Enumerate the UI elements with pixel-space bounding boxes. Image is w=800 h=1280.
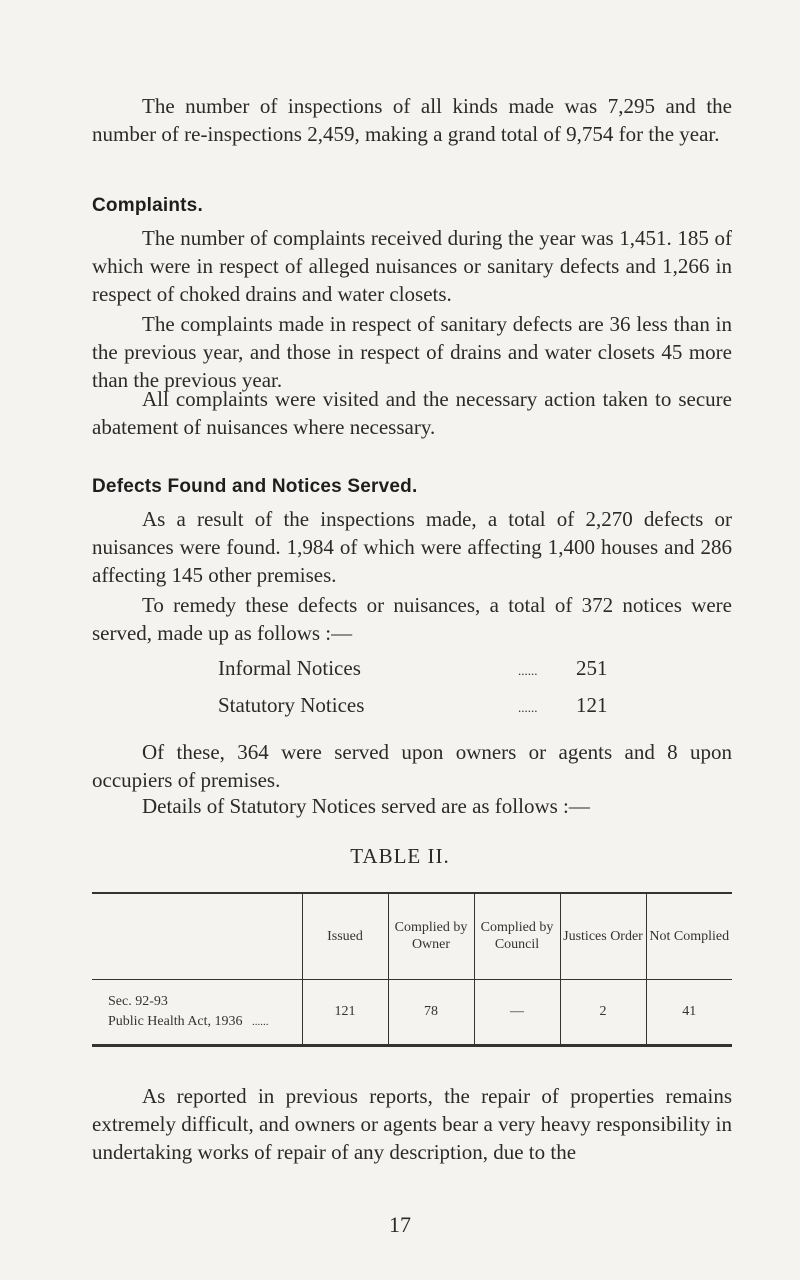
notice-label: Statutory Notices	[218, 693, 365, 717]
defects-paragraph-2: To remedy these defects or nuisances, a total of 372 notices were served, made up as follows :—	[92, 593, 732, 645]
row-act	[108, 1012, 300, 1032]
cell-issued: 121	[302, 979, 388, 1045]
intro-paragraph: The number of inspections of all kinds made was 7,295 and the number of re-inspections 2,459, making a grand total of 9,754 for the year.	[92, 94, 732, 146]
defects-paragraph-4: Details of Statutory Notices served are as follows :—	[142, 794, 590, 818]
header-cell-complied-owner: Complied by Owner	[388, 893, 474, 979]
cell-justices-order: 2	[560, 979, 646, 1045]
row-section: Sec. 92-93	[108, 993, 168, 1009]
page-number: 17	[389, 1212, 411, 1237]
complaints-paragraph-2: The complaints made in respect of sanitary defects are 36 less than in the previous year, and those in respect of drains and water closets 45 more than the previous year.	[92, 312, 732, 392]
cell-not-complied: 41	[646, 979, 732, 1045]
table-row	[92, 979, 732, 1045]
complaints-paragraph-1: The number of complaints received during the year was 1,451. 185 of which were in respect of alleged nuisances or sanitary defects and 1,266 in respect of choked drains and water closets.	[92, 226, 732, 306]
header-cell-issued: Issued	[302, 893, 388, 979]
header-cell-justices-order: Justices Order	[560, 893, 646, 979]
row-act-name: Public Health Act, 1936	[108, 1013, 243, 1029]
leader-dots: ......	[518, 700, 538, 715]
statutory-notices-table	[92, 892, 732, 1047]
notice-value: 121	[576, 693, 608, 717]
row-description	[92, 979, 302, 1045]
defects-paragraph-1: As a result of the inspections made, a total of 2,270 defects or nuisances were found. 1,984 of which were affecting 1,400 houses and 286 affecting 145 other premises.	[92, 507, 732, 587]
defects-heading: Defects Found and Notices Served.	[92, 476, 418, 497]
notice-label: Informal Notices	[218, 656, 361, 680]
closing-paragraph: As reported in previous reports, the repair of properties remains extremely difficult, and owners or agents bear a very heavy responsibility in undertaking works of repair of any description, due to the	[92, 1084, 732, 1164]
leader-dots: ......	[518, 663, 538, 678]
notice-row-informal	[218, 654, 608, 685]
leader-dots: ......	[252, 1015, 269, 1028]
header-cell-not-complied: Not Complied	[646, 893, 732, 979]
notice-row-statutory	[218, 691, 608, 722]
defects-paragraph-3: Of these, 364 were served upon owners or agents and 8 upon occupiers of premises.	[92, 740, 732, 792]
header-cell-blank	[92, 893, 302, 979]
notice-value: 251	[576, 656, 608, 680]
table-title: TABLE II.	[350, 844, 450, 868]
cell-complied-council: —	[474, 979, 560, 1045]
table-header-row	[92, 893, 732, 979]
cell-complied-owner: 78	[388, 979, 474, 1045]
complaints-heading: Complaints.	[92, 195, 203, 216]
complaints-paragraph-3: All complaints were visited and the necessary action taken to secure abatement of nuisances where necessary.	[92, 387, 732, 439]
header-cell-complied-council: Complied by Council	[474, 893, 560, 979]
